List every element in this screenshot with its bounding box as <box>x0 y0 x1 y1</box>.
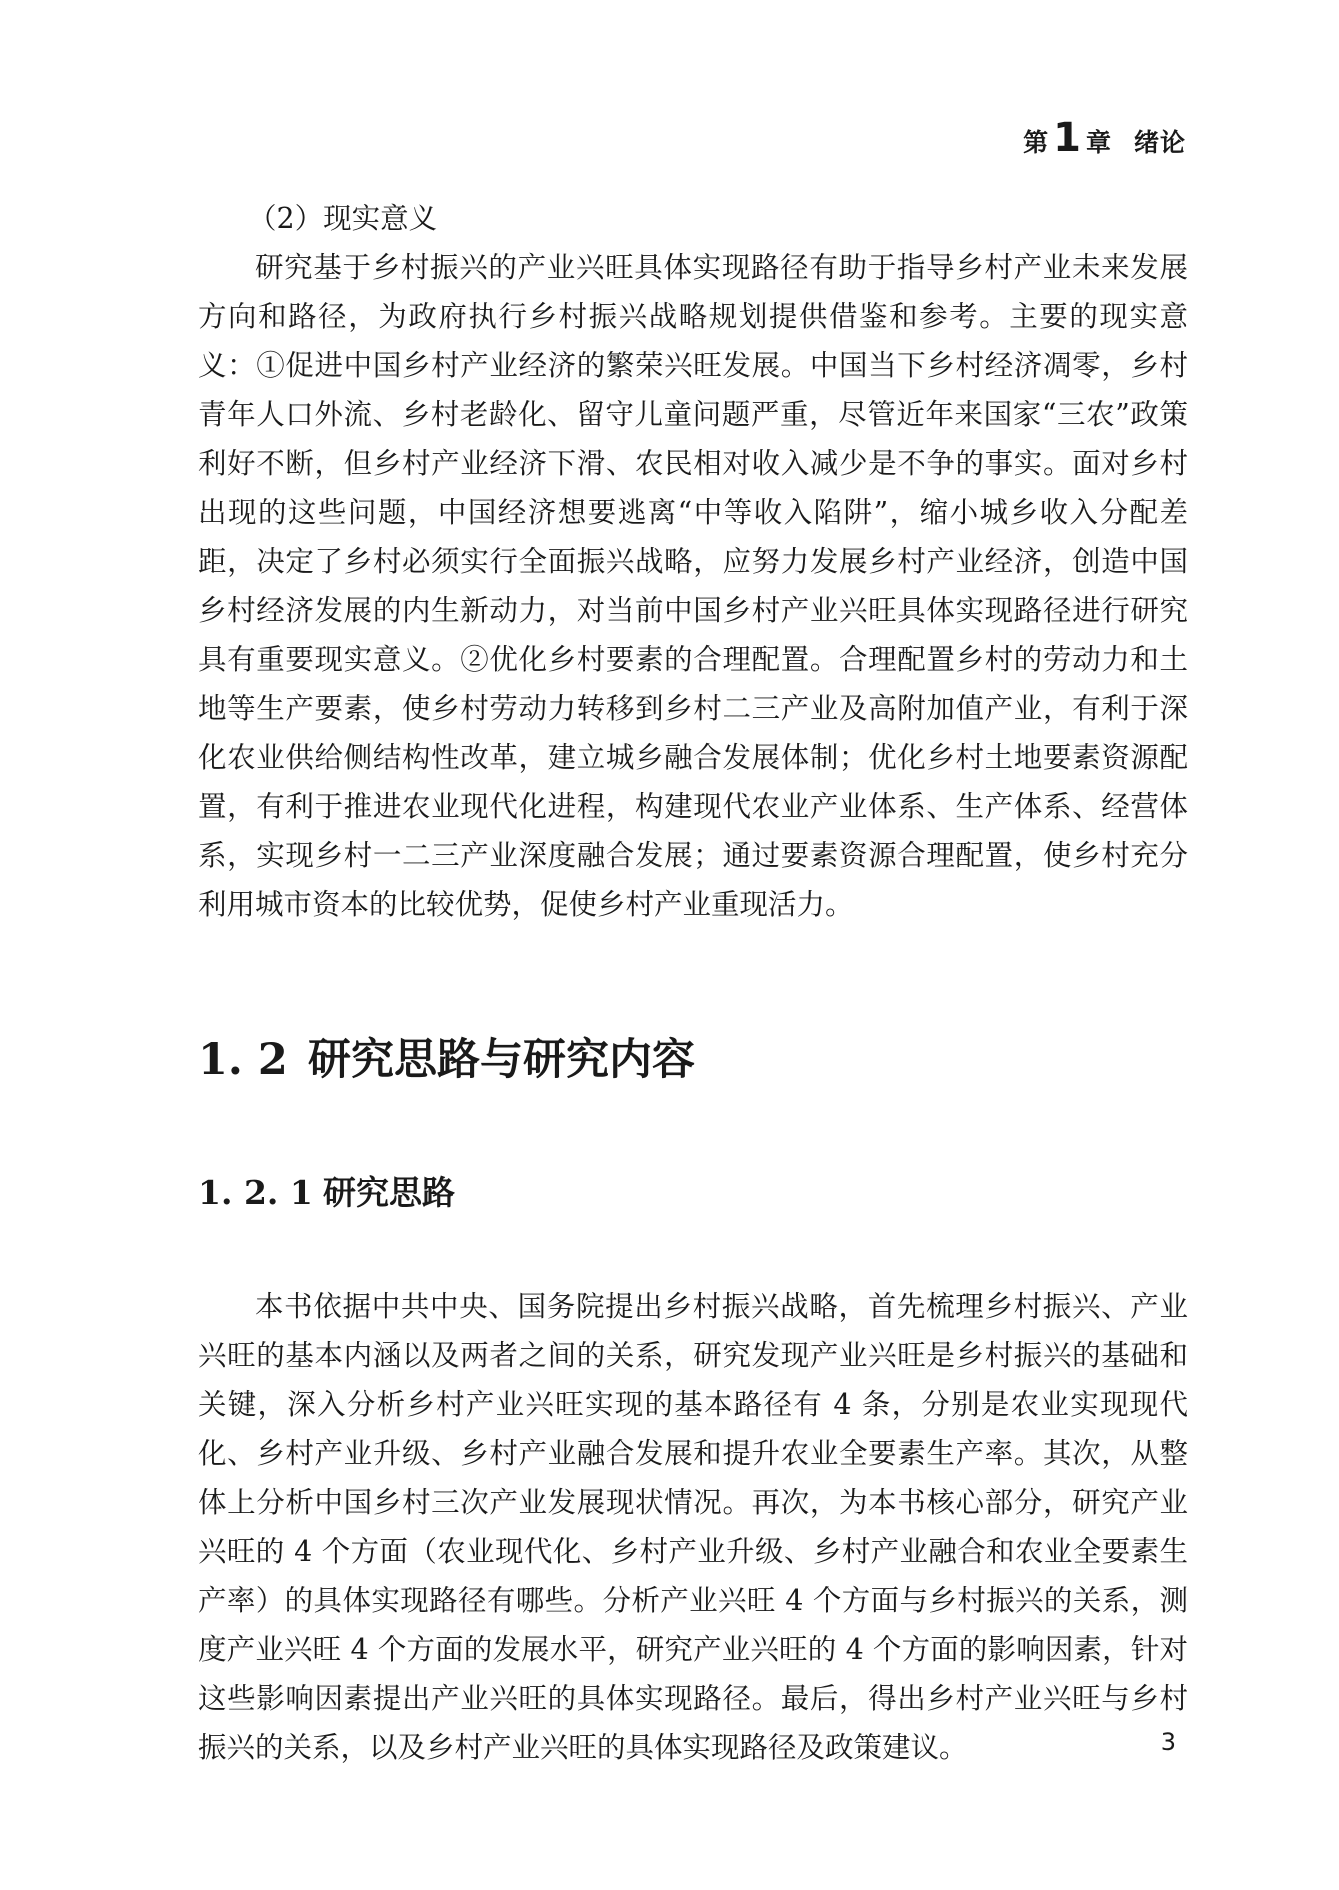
page-number: 3 <box>1160 1728 1176 1756</box>
subsection-title: 研究思路 <box>323 1173 455 1212</box>
running-head <box>1023 115 1186 161</box>
chapter-title: 绪论 <box>1133 128 1186 157</box>
chapter-suffix: 章 <box>1085 128 1112 157</box>
chapter-number: 1 <box>1053 115 1082 161</box>
subsection-heading <box>198 1168 1188 1218</box>
paragraph-research-approach: 本书依据中共中央、国务院提出乡村振兴战略，首先梳理乡村振兴、产业兴旺的基本内涵以及两者之间的关系，研究发现产业兴旺是乡村振兴的基础和关键，深入分析乡村产业兴旺实现的基本路径有 4 条，分别是农业实现现代化、乡村产业升级、乡村产业融合发展和提升农业全要素生产率。其次，从整体上分析中国乡村三次产业发展现状情况。再次，为本书核心部分，研究产业兴旺的 4 个方面（农业现代化、乡村产业升级、乡村产业融合和农业全要素生产率）的具体实现路径有哪些。分析产业兴旺 4 个方面与乡村振兴的关系，测度产业兴旺 4 个方面的发展水平，研究产业兴旺的 4 个方面的影响因素，针对这些影响因素提出产业兴旺的具体实现路径。最后，得出乡村产业兴旺与乡村振兴的关系，以及乡村产业兴旺的具体实现路径及政策建议。 <box>198 1290 1188 1764</box>
section-number: 1. 2 <box>198 1035 288 1085</box>
paragraph-practical-significance: 研究基于乡村振兴的产业兴旺具体实现路径有助于指导乡村产业未来发展方向和路径，为政府执行乡村振兴战略规划提供借鉴和参考。主要的现实意义：①促进中国乡村产业经济的繁荣兴旺发展。中国当下乡村经济凋零，乡村青年人口外流、乡村老龄化、留守儿童问题严重，尽管近年来国家“三农”政策利好不断，但乡村产业经济下滑、农民相对收入减少是不争的事实。面对乡村出现的这些问题，中国经济想要逃离“中等收入陷阱”，缩小城乡收入分配差距，决定了乡村必须实行全面振兴战略，应努力发展乡村产业经济，创造中国乡村经济发展的内生新动力，对当前中国乡村产业兴旺具体实现路径进行研究具有重要现实意义。②优化乡村要素的合理配置。合理配置乡村的劳动力和土地等生产要素，使乡村劳动力转移到乡村二三产业及高附加值产业，有利于深化农业供给侧结构性改革，建立城乡融合发展体制；优化乡村土地要素资源配置，有利于推进农业现代化进程，构建现代农业产业体系、生产体系、经营体系，实现乡村一二三产业深度融合发展；通过要素资源合理配置，使乡村充分利用城市资本的比较优势，促使乡村产业重现活力。 <box>198 251 1188 921</box>
chapter-prefix: 第 <box>1023 128 1050 157</box>
section-title: 研究思路与研究内容 <box>308 1035 695 1085</box>
subhead-practical-significance: （2）现实意义 <box>248 202 438 235</box>
page-body <box>198 194 1188 1772</box>
section-heading <box>198 1030 1188 1090</box>
subsection-number: 1. 2. 1 <box>198 1173 313 1212</box>
